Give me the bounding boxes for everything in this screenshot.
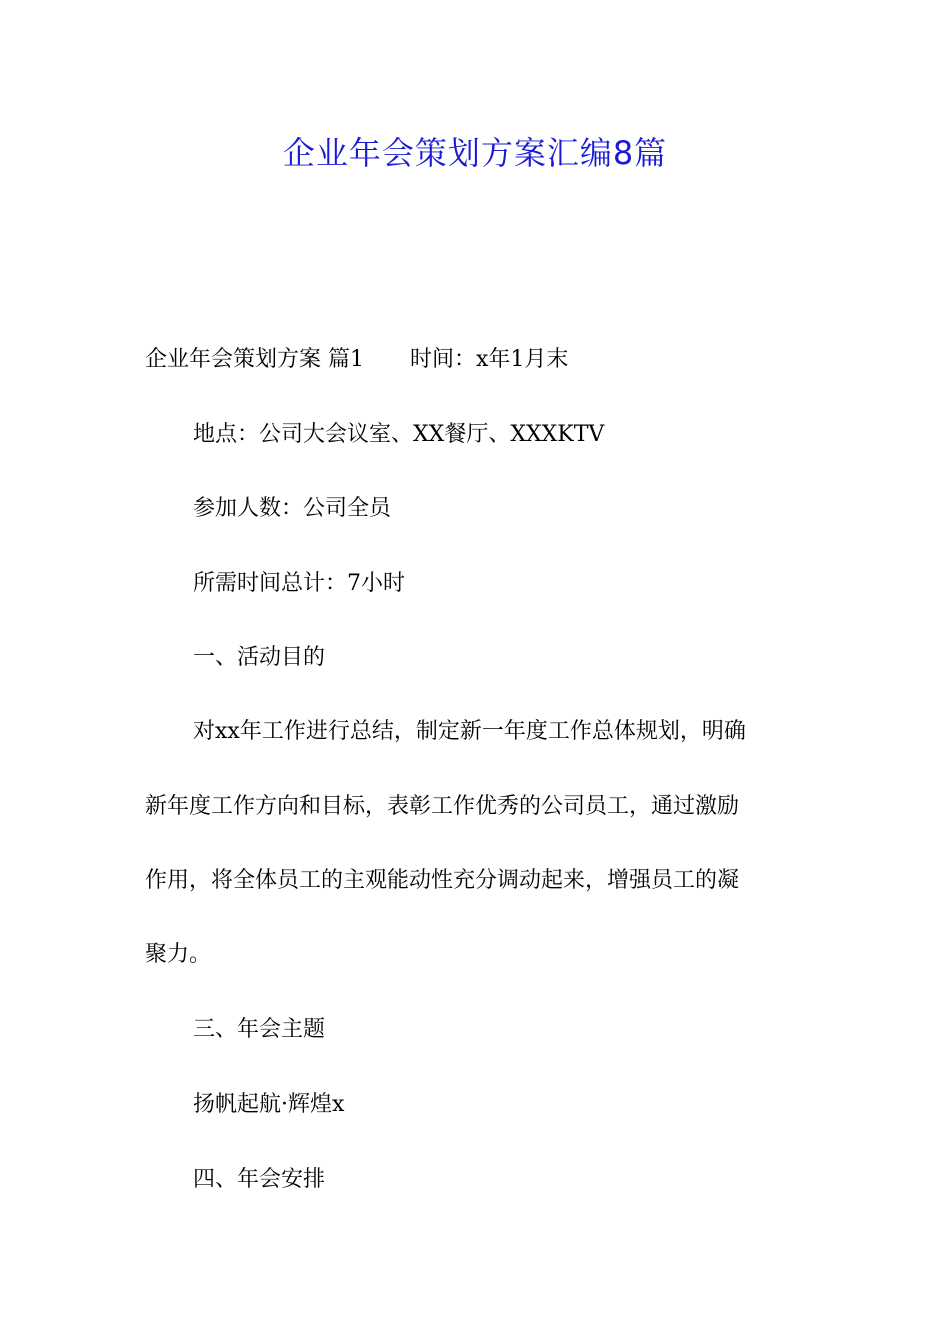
paragraph-line: 对xx年工作进行总结，制定新一年度工作总体规划，明确 <box>193 719 746 744</box>
first-line <box>145 345 568 375</box>
section-heading-purpose: 一、活动目的 <box>193 645 326 670</box>
event-time: 时间：x年1月末 <box>410 347 569 372</box>
theme-text: 扬帆起航·辉煌x <box>193 1092 345 1117</box>
paragraph-line: 聚力。 <box>145 942 212 967</box>
document-title: 企业年会策划方案汇编8篇 <box>282 134 668 172</box>
section-heading-theme: 三、年会主题 <box>193 1017 326 1042</box>
participants: 参加人数：公司全员 <box>193 496 392 521</box>
event-location: 地点：公司大会议室、XX餐厅、XXXKTV <box>193 422 605 447</box>
plan-heading: 企业年会策划方案 篇1 <box>145 347 364 372</box>
section-heading-arrangement: 四、年会安排 <box>193 1167 326 1192</box>
paragraph-line: 作用，将全体员工的主观能动性充分调动起来，增强员工的凝 <box>145 868 740 893</box>
total-duration: 所需时间总计：7小时 <box>193 571 405 596</box>
paragraph-line: 新年度工作方向和目标，表彰工作优秀的公司员工，通过激励 <box>145 794 740 819</box>
